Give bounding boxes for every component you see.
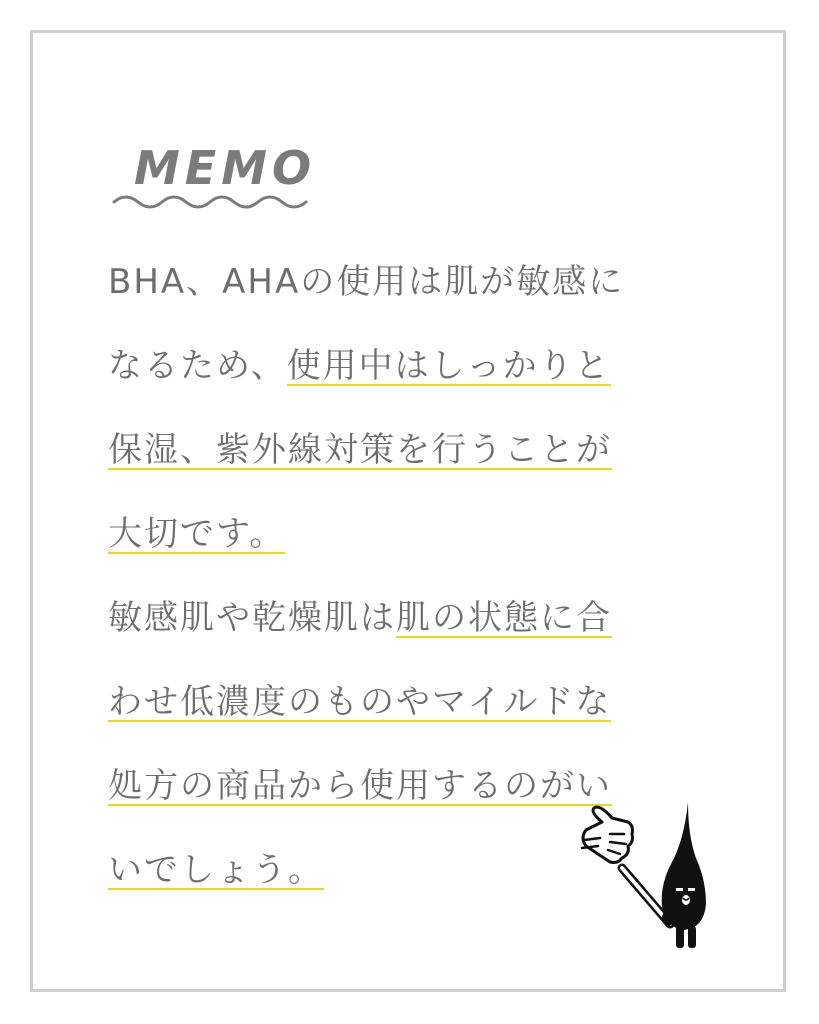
memo-line-highlight: 保湿、紫外線対策を行うことが — [108, 430, 612, 470]
memo-line-text: なるため、 — [108, 346, 287, 386]
memo-line-highlight: 大切です。 — [108, 514, 286, 554]
memo-line-highlight: いでしょう。 — [108, 850, 324, 890]
memo-line — [108, 674, 728, 758]
memo-line — [108, 422, 728, 506]
memo-line — [108, 590, 728, 674]
memo-line-highlight: 肌の状態に合 — [396, 598, 612, 638]
memo-line-text: 敏感肌や乾燥肌は — [108, 598, 396, 638]
memo-line-highlight: 処方の商品から使用するのがい — [108, 766, 612, 806]
memo-title: MEMO — [134, 141, 317, 195]
memo-line-highlight: 使用中はしっかりと — [286, 346, 611, 386]
memo-line-text: BHA、AHAの使用は肌が敏感に — [108, 262, 625, 302]
memo-line — [108, 338, 728, 422]
memo-line-highlight: わせ低濃度のものやマイルドな — [108, 682, 612, 722]
wave-underline-icon — [112, 190, 312, 212]
pointing-drop-character-icon — [572, 800, 712, 960]
memo-line — [108, 506, 728, 590]
memo-line — [108, 254, 728, 338]
